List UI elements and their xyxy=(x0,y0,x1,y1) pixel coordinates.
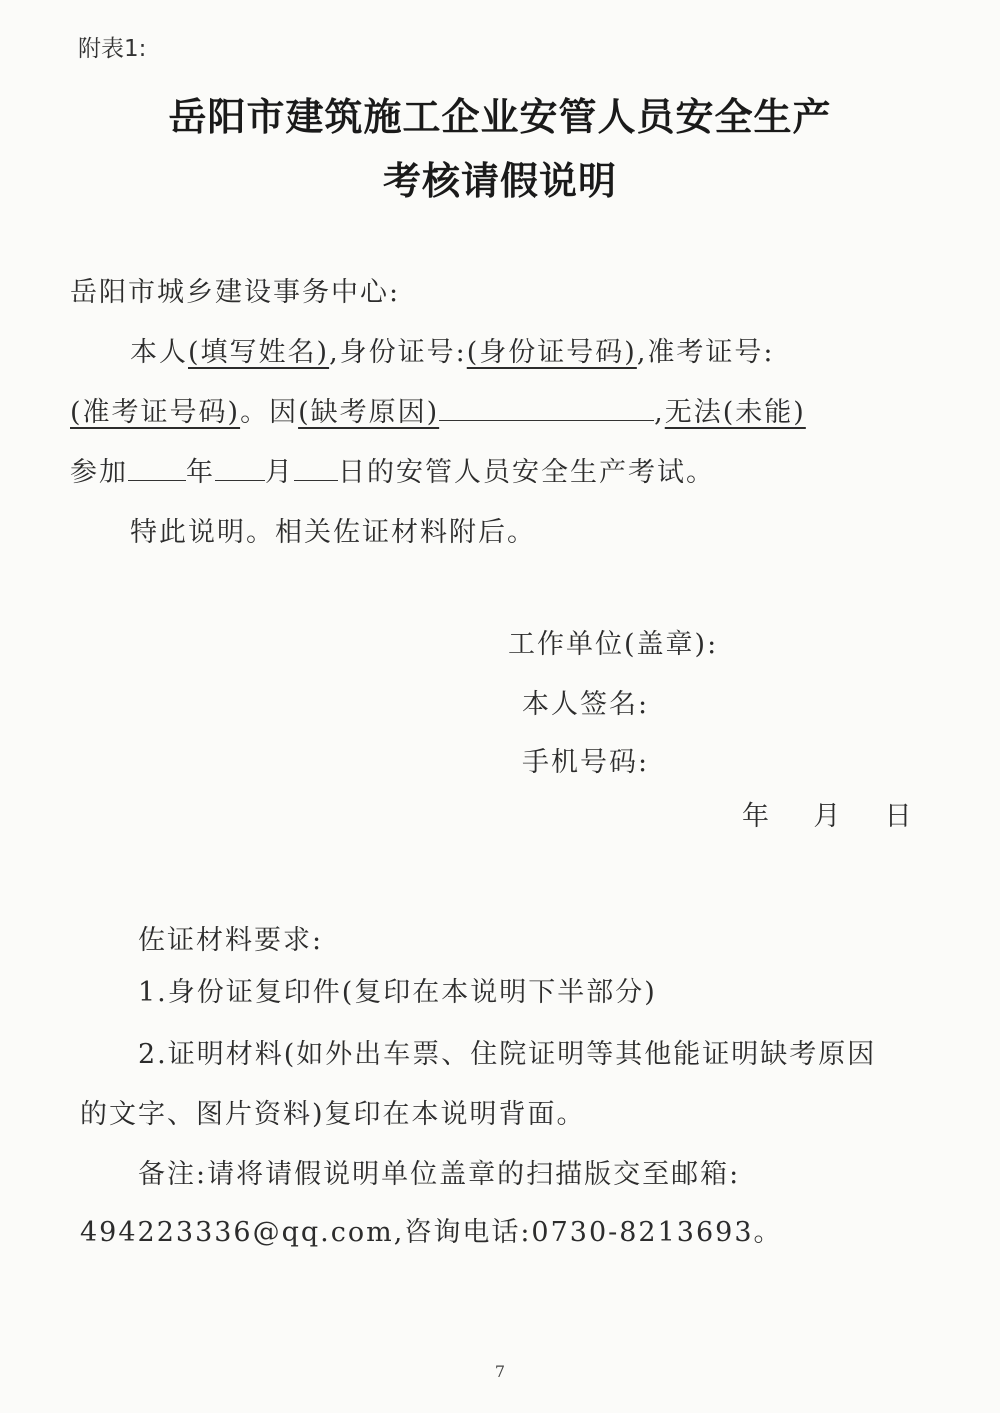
requirement-item1: 1.身份证复印件(复印在本说明下半部分) xyxy=(138,977,657,1008)
signature-date: 年 月 日 xyxy=(742,801,914,832)
reason-label: 。因 xyxy=(240,397,299,428)
ticket-label: ,准考证号: xyxy=(636,337,775,368)
month-blank xyxy=(215,458,265,481)
unable-field: 无法(未能) xyxy=(664,397,806,428)
id-number-field: (身份证号码) xyxy=(466,337,637,368)
month-label: 月 xyxy=(265,457,294,488)
addressee: 岳阳市城乡建设事务中心: xyxy=(70,277,401,308)
id-label: ,身份证号: xyxy=(329,337,467,368)
day-blank xyxy=(294,458,338,481)
name-field: (填写姓名) xyxy=(188,337,330,368)
document-title-line1: 岳阳市建筑施工企业安管人员安全生产 xyxy=(168,94,832,139)
ticket-number-field: (准考证号码) xyxy=(70,397,241,428)
year-label: 年 xyxy=(186,457,215,488)
document-title-line2: 考核请假说明 xyxy=(382,158,617,203)
absence-reason-blank xyxy=(439,398,654,421)
note-line2: 494223336@qq.com,咨询电话:0730-8213693。 xyxy=(80,1217,783,1248)
paragraph1-line2 xyxy=(70,390,806,429)
requirement-item2-line2: 的文字、图片资料)复印在本说明背面。 xyxy=(80,1099,586,1130)
page-number: 7 xyxy=(494,1362,506,1381)
work-unit-stamp-label: 工作单位(盖章): xyxy=(508,629,719,660)
reason-comma: , xyxy=(654,397,665,428)
paragraph1-line1 xyxy=(130,330,775,369)
absence-reason-field: (缺考原因) xyxy=(298,397,440,428)
paragraph1-line3 xyxy=(70,450,715,489)
year-blank xyxy=(128,458,186,481)
signature-label: 本人签名: xyxy=(522,689,650,720)
exam-suffix: 日的安管人员安全生产考试。 xyxy=(338,457,715,488)
paragraph2: 特此说明。相关佐证材料附后。 xyxy=(130,517,536,548)
paragraph1-prefix: 本人 xyxy=(130,337,188,368)
requirement-item2-line1: 2.证明材料(如外出车票、住院证明等其他能证明缺考原因 xyxy=(138,1039,877,1070)
attend-prefix: 参加 xyxy=(70,457,128,488)
requirements-heading: 佐证材料要求: xyxy=(138,925,324,956)
phone-label: 手机号码: xyxy=(522,747,650,778)
note-line1: 备注:请将请假说明单位盖章的扫描版交至邮箱: xyxy=(138,1159,741,1190)
annex-label: 附表1: xyxy=(78,36,147,62)
